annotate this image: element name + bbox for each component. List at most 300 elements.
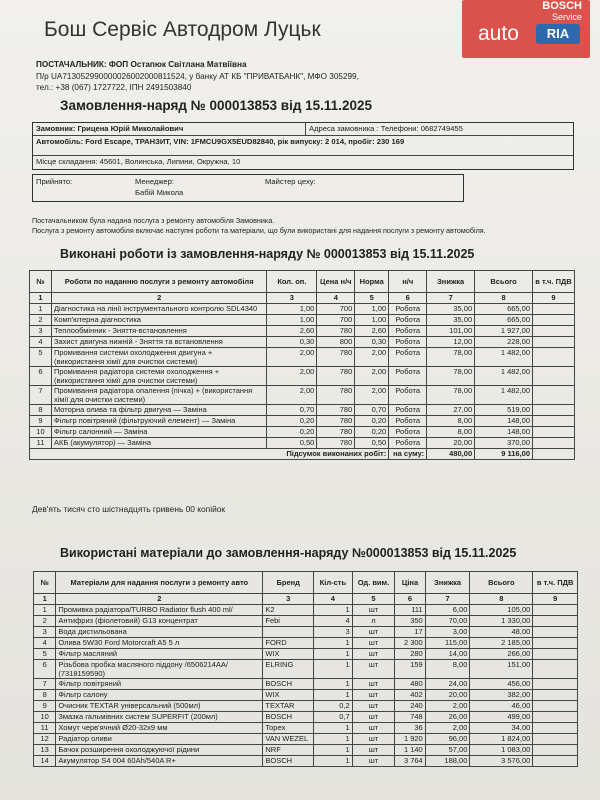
works-title: Виконані роботи із замовлення-наряду № 000013853 від 15.11.2025 [60,247,475,261]
watermark-brand: BOSCH [542,0,582,12]
materials-cell: 499,00 [470,712,533,723]
works-index-cell: 5 [355,293,389,304]
materials-cell: 36 [395,723,425,734]
materials-row [34,627,578,638]
works-cell [533,405,575,416]
materials-row [34,734,578,745]
materials-cell: л [352,616,395,627]
materials-cell: 382,00 [470,690,533,701]
works-cell: Робота [389,427,427,438]
materials-cell: Акумулятор S4 004 60Ah/540A R+ [56,756,263,767]
works-cell: Робота [389,367,427,386]
works-cell: Промивання радіатора системи охолодження + (використання хімії для очистки системи) [51,367,266,386]
car-info: Автомобіль: Ford Escape, ТРАНЗИТ, VIN: 1FMCU9GX5EUD82840, рік випуску: 2 014, пробіг: 230 169 [36,138,405,146]
company-title: Бош Сервіс Автодром Луцьк [44,18,321,41]
materials-cell [533,734,578,745]
works-header-4: Цена н/ч [317,271,355,293]
works-row [30,416,575,427]
materials-cell: шт [352,723,395,734]
materials-cell [263,627,314,638]
materials-cell: 4 [34,638,56,649]
works-cell: Робота [389,416,427,427]
works-cell: 2,60 [355,326,389,337]
materials-header-4: Кіл-сть [314,572,353,594]
materials-cell: Бачок розширення охолоджуючої рідини [56,745,263,756]
works-cell: 665,00 [475,304,533,315]
materials-cell: 1 [314,690,353,701]
works-cell: 800 [317,337,355,348]
works-index-cell: 7 [427,293,475,304]
works-cell: 2,00 [355,348,389,367]
works-index-cell: 1 [30,293,52,304]
works-index-cell: 2 [51,293,266,304]
works-cell: 1 482,00 [475,367,533,386]
works-cell: 2,00 [267,348,317,367]
works-summary-label: Підсумок виконаних робіт: [30,449,389,460]
materials-title: Використані матеріали до замовлення-наряду №000013853 від 15.11.2025 [60,546,517,560]
materials-cell: шт [352,627,395,638]
customer-name: Замовник: Грицена Юрій Миколайович [36,125,184,133]
materials-row [34,616,578,627]
materials-cell: 20,00 [425,690,470,701]
materials-cell: 480 [395,679,425,690]
works-sum-label: на суму: [389,449,427,460]
works-cell: 780 [317,405,355,416]
materials-cell: Фільтр повітряний [56,679,263,690]
customer-box [32,122,574,170]
works-header-9: в т.ч. ПДВ [533,271,575,293]
materials-cell: 1 330,00 [470,616,533,627]
works-cell: 780 [317,348,355,367]
works-cell: 12,00 [427,337,475,348]
materials-cell: 57,00 [425,745,470,756]
works-cell: 35,00 [427,315,475,326]
materials-cell: 2,00 [425,723,470,734]
materials-cell: TEXTAR [263,701,314,712]
materials-cell: 5 [34,649,56,660]
materials-cell: 48,00 [470,627,533,638]
works-cell: 780 [317,438,355,449]
materials-row [34,660,578,679]
works-cell: 9 [30,416,52,427]
materials-cell: WIX [263,649,314,660]
materials-index-cell: 3 [263,594,314,605]
works-cell: 1,00 [355,304,389,315]
works-cell [533,386,575,405]
works-cell: 0,20 [267,427,317,438]
works-cell: 0,70 [267,405,317,416]
materials-header-2: Матеріали для надання послуги з ремонту авто [56,572,263,594]
materials-cell: Очисник TEXTAR універсальний (500мл) [56,701,263,712]
works-cell: 8 [30,405,52,416]
materials-row [34,745,578,756]
works-index-cell: 3 [267,293,317,304]
materials-cell: 240 [395,701,425,712]
works-header-2: Роботи по наданню послуги з ремонту автомобіля [51,271,266,293]
order-title: Замовлення-наряд № 000013853 від 15.11.2025 [60,98,372,113]
materials-index-cell: 5 [352,594,395,605]
works-cell: 2 [30,315,52,326]
materials-cell: BOSCH [263,756,314,767]
materials-row [34,756,578,767]
materials-cell: 3 [34,627,56,638]
materials-cell: 7 [34,679,56,690]
works-cell: 0,50 [355,438,389,449]
works-header-1: № [30,271,52,293]
works-header-6: н/ч [389,271,427,293]
materials-cell: 1 [314,723,353,734]
materials-cell: 14 [34,756,56,767]
materials-cell: 105,00 [470,605,533,616]
works-cell [533,315,575,326]
materials-row [34,679,578,690]
works-cell: Робота [389,304,427,315]
materials-cell [533,701,578,712]
works-row [30,326,575,337]
materials-cell: 402 [395,690,425,701]
materials-cell [533,649,578,660]
materials-header-9: в т.ч. ПДВ [533,572,578,594]
watermark-service: Service [551,12,582,22]
works-cell: 1 482,00 [475,348,533,367]
works-cell: 1 482,00 [475,386,533,405]
materials-cell: 748 [395,712,425,723]
materials-cell: 6,00 [425,605,470,616]
materials-cell: 1 [314,638,353,649]
materials-cell: 1 [314,649,353,660]
account-line: П/р UA713052990000026002000811524, у банку АТ КБ "ПРИВАТБАНК", МФО 305299, [36,72,359,81]
materials-index-cell: 1 [34,594,56,605]
materials-row [34,712,578,723]
works-cell: 1,00 [355,315,389,326]
works-row [30,386,575,405]
works-cell: 370,00 [475,438,533,449]
materials-index-cell: 9 [533,594,578,605]
materials-cell: шт [352,679,395,690]
materials-cell: BOSCH [263,679,314,690]
materials-cell: 13 [34,745,56,756]
works-cell [533,367,575,386]
works-cell: 700 [317,304,355,315]
works-cell: 3 [30,326,52,337]
works-cell: 780 [317,427,355,438]
materials-cell: 1 [314,756,353,767]
works-cell: 148,00 [475,416,533,427]
works-header-8: Всього [475,271,533,293]
materials-cell: 34,00 [470,723,533,734]
materials-cell: Різьбова пробка масляного піддону /6506214AA/ (7318159590) [56,660,263,679]
works-cell: 700 [317,315,355,326]
works-cell: Промивання радіатора опалення (пічка) + (використання хімії для очистки системи) [51,386,266,405]
materials-cell: 159 [395,660,425,679]
materials-cell: 3 764 [395,756,425,767]
works-index-cell: 4 [317,293,355,304]
materials-cell: 4 [314,616,353,627]
materials-cell: 115,00 [425,638,470,649]
works-row [30,367,575,386]
manager-label: Менеджер: [135,178,174,186]
note-line-1: Постачальником була надана послуга з ремонту автомобіля Замовника. [32,216,275,225]
materials-cell: Олива 5W30 Ford Motorcraft A5 5 л [56,638,263,649]
materials-cell: BOSCH [263,712,314,723]
materials-cell: 266,00 [470,649,533,660]
materials-cell: 188,00 [425,756,470,767]
manager-name: Бабій Микола [135,189,184,197]
materials-cell [533,712,578,723]
materials-cell [533,660,578,679]
works-cell: 20,00 [427,438,475,449]
watermark-auto: auto [478,22,519,45]
materials-cell: шт [352,605,395,616]
works-cell [533,416,575,427]
materials-cell: 1 [314,660,353,679]
works-cell: Робота [389,386,427,405]
materials-cell: шт [352,660,395,679]
materials-cell: Змазка гальмівних систем SUPERFIT (200мл) [56,712,263,723]
works-cell: 27,00 [427,405,475,416]
accepted-label: Прийнято: [36,178,73,186]
materials-cell: Вода дистильована [56,627,263,638]
materials-cell: 26,00 [425,712,470,723]
materials-cell: 350 [395,616,425,627]
materials-cell: шт [352,701,395,712]
works-header-5: Норма [355,271,389,293]
autoria-watermark-logo [462,0,590,58]
materials-cell: 2,00 [425,701,470,712]
materials-row [34,605,578,616]
works-cell [533,427,575,438]
works-cell: 0,70 [355,405,389,416]
works-cell: 1 [30,304,52,315]
works-row [30,405,575,416]
works-cell: 11 [30,438,52,449]
materials-cell: 2 300 [395,638,425,649]
works-cell: 780 [317,386,355,405]
works-cell: 0,20 [267,416,317,427]
materials-cell: 46,00 [470,701,533,712]
materials-cell: 6 [34,660,56,679]
works-cell: Робота [389,405,427,416]
materials-cell: 12 [34,734,56,745]
materials-cell: 456,00 [470,679,533,690]
materials-cell: 1 920 [395,734,425,745]
works-cell: Фільтр салонний — Заміна [51,427,266,438]
materials-cell: 70,00 [425,616,470,627]
materials-index-cell: 2 [56,594,263,605]
materials-cell: Febi [263,616,314,627]
materials-cell: K2 [263,605,314,616]
materials-cell: 17 [395,627,425,638]
works-row [30,348,575,367]
materials-cell: 3 576,00 [470,756,533,767]
works-cell: Промивання системи охолодження двигуна + (використання хімії для очистки системи) [51,348,266,367]
works-cell [533,337,575,348]
works-cell: Захист двигуна нижній - Зняття та встановлення [51,337,266,348]
works-cell: 519,00 [475,405,533,416]
works-cell: Робота [389,348,427,367]
materials-cell: NRF [263,745,314,756]
materials-cell [533,605,578,616]
note-line-2: Послуга з ремонту автомобіля включає наступні роботи та матеріали, що були використані для надання послуги з ремонту автомобіля. [32,226,486,235]
watermark-ria: RIA [536,24,580,44]
materials-cell: 1 824,00 [470,734,533,745]
sum-in-words: Дев'ять тисяч сто шістнадцять гривень 00 копійок [32,504,226,514]
works-cell [533,326,575,337]
materials-cell: 0,7 [314,712,353,723]
materials-cell: 24,00 [425,679,470,690]
materials-cell: 0,2 [314,701,353,712]
materials-cell: Радіатор оливи [56,734,263,745]
materials-cell: 1 [314,605,353,616]
works-table [29,270,575,460]
works-cell: Робота [389,337,427,348]
works-cell: 780 [317,326,355,337]
materials-cell: 111 [395,605,425,616]
materials-cell: 14,00 [425,649,470,660]
works-cell: 0,30 [267,337,317,348]
works-cell: 5 [30,348,52,367]
works-cell: 4 [30,337,52,348]
works-cell: Робота [389,326,427,337]
works-cell: 2,00 [355,367,389,386]
works-cell [533,438,575,449]
works-index-cell: 6 [389,293,427,304]
materials-cell: 1 [314,734,353,745]
materials-cell [533,690,578,701]
materials-table [33,571,578,767]
materials-header-3: Бренд [263,572,314,594]
works-sum-vat [533,449,575,460]
materials-row [34,649,578,660]
customer-address: Адреса замовника : Телефони: 0682749455 [309,125,463,133]
works-cell: 0,20 [355,427,389,438]
materials-index-cell: 6 [395,594,425,605]
materials-cell: WIX [263,690,314,701]
works-cell: 2,00 [267,386,317,405]
materials-cell: шт [352,756,395,767]
materials-cell: 1 140 [395,745,425,756]
materials-cell: Промивка радіатора/TURBO Radiator flush 400 ml/ [56,605,263,616]
master-label: Майстер цеху: [265,178,316,186]
materials-cell: шт [352,745,395,756]
works-cell: 78,00 [427,386,475,405]
works-cell: 0,30 [355,337,389,348]
materials-cell: Topex [263,723,314,734]
place-info: Місце складання: 45601, Волинська, Липини, Окружна, 10 [36,158,241,166]
materials-cell: 8,00 [425,660,470,679]
materials-index-cell: 8 [470,594,533,605]
works-row [30,304,575,315]
works-cell: 228,00 [475,337,533,348]
phone-line: тел.: +38 (067) 1727722, ІПН 2491503840 [36,83,192,92]
works-cell: 6 [30,367,52,386]
works-cell [533,304,575,315]
works-cell: 148,00 [475,427,533,438]
works-cell: 780 [317,367,355,386]
works-cell: АКБ (акумулятор) — Заміна [51,438,266,449]
works-cell: Фільтр повітряний (фільтруючий елемент) — Заміна [51,416,266,427]
materials-cell: 1 [34,605,56,616]
materials-row [34,690,578,701]
works-cell: Комп'ютерна діагностика [51,315,266,326]
works-cell: 0,50 [267,438,317,449]
works-cell: Робота [389,315,427,326]
works-cell: 780 [317,416,355,427]
works-sum-total: 9 116,00 [475,449,533,460]
materials-cell: шт [352,638,395,649]
materials-header-1: № [34,572,56,594]
materials-cell: ELRING [263,660,314,679]
works-cell: 7 [30,386,52,405]
materials-cell: 3 [314,627,353,638]
materials-index-cell: 7 [425,594,470,605]
materials-row [34,638,578,649]
accept-box [32,174,464,202]
materials-cell: 280 [395,649,425,660]
works-cell: 2,00 [267,367,317,386]
materials-cell: шт [352,690,395,701]
materials-row [34,723,578,734]
works-header-3: Кол. оп. [267,271,317,293]
materials-cell: 3,00 [425,627,470,638]
works-cell: 101,00 [427,326,475,337]
materials-cell: 1 [314,745,353,756]
works-cell: 10 [30,427,52,438]
materials-cell [533,723,578,734]
materials-cell: 9 [34,701,56,712]
works-cell: 78,00 [427,348,475,367]
materials-cell: 151,00 [470,660,533,679]
materials-cell: FORD [263,638,314,649]
works-index-cell: 9 [533,293,575,304]
works-cell: Теплообмінник - Зняття-встановлення [51,326,266,337]
materials-header-5: Од. вим. [352,572,395,594]
materials-cell: 1 [314,679,353,690]
works-cell: 665,00 [475,315,533,326]
materials-index-cell: 4 [314,594,353,605]
works-cell: Робота [389,438,427,449]
materials-cell [533,627,578,638]
materials-cell: Антифриз (фіолетовий) G13 концентрат [56,616,263,627]
materials-cell: 2 [34,616,56,627]
works-cell: 1 927,00 [475,326,533,337]
materials-cell: 10 [34,712,56,723]
materials-cell: 96,00 [425,734,470,745]
works-cell: 78,00 [427,367,475,386]
materials-cell: 1 083,00 [470,745,533,756]
materials-cell [533,756,578,767]
works-header-7: Знижка [427,271,475,293]
works-row [30,337,575,348]
materials-cell: шт [352,734,395,745]
works-cell: 1,00 [267,315,317,326]
materials-cell [533,745,578,756]
supplier-line: ПОСТАЧАЛЬНИК: ФОП Остапюк Світлана Матвіївна [36,60,247,69]
materials-header-7: Знижка [425,572,470,594]
materials-cell: 8 [34,690,56,701]
materials-header-6: Ціна [395,572,425,594]
works-cell: 8,00 [427,427,475,438]
works-cell: 0,20 [355,416,389,427]
materials-cell: Фільтр масляний [56,649,263,660]
works-cell: 1,00 [267,304,317,315]
materials-cell: 11 [34,723,56,734]
materials-cell [533,679,578,690]
works-row [30,427,575,438]
materials-cell [533,638,578,649]
materials-cell: 2 185,00 [470,638,533,649]
materials-cell: шт [352,712,395,723]
